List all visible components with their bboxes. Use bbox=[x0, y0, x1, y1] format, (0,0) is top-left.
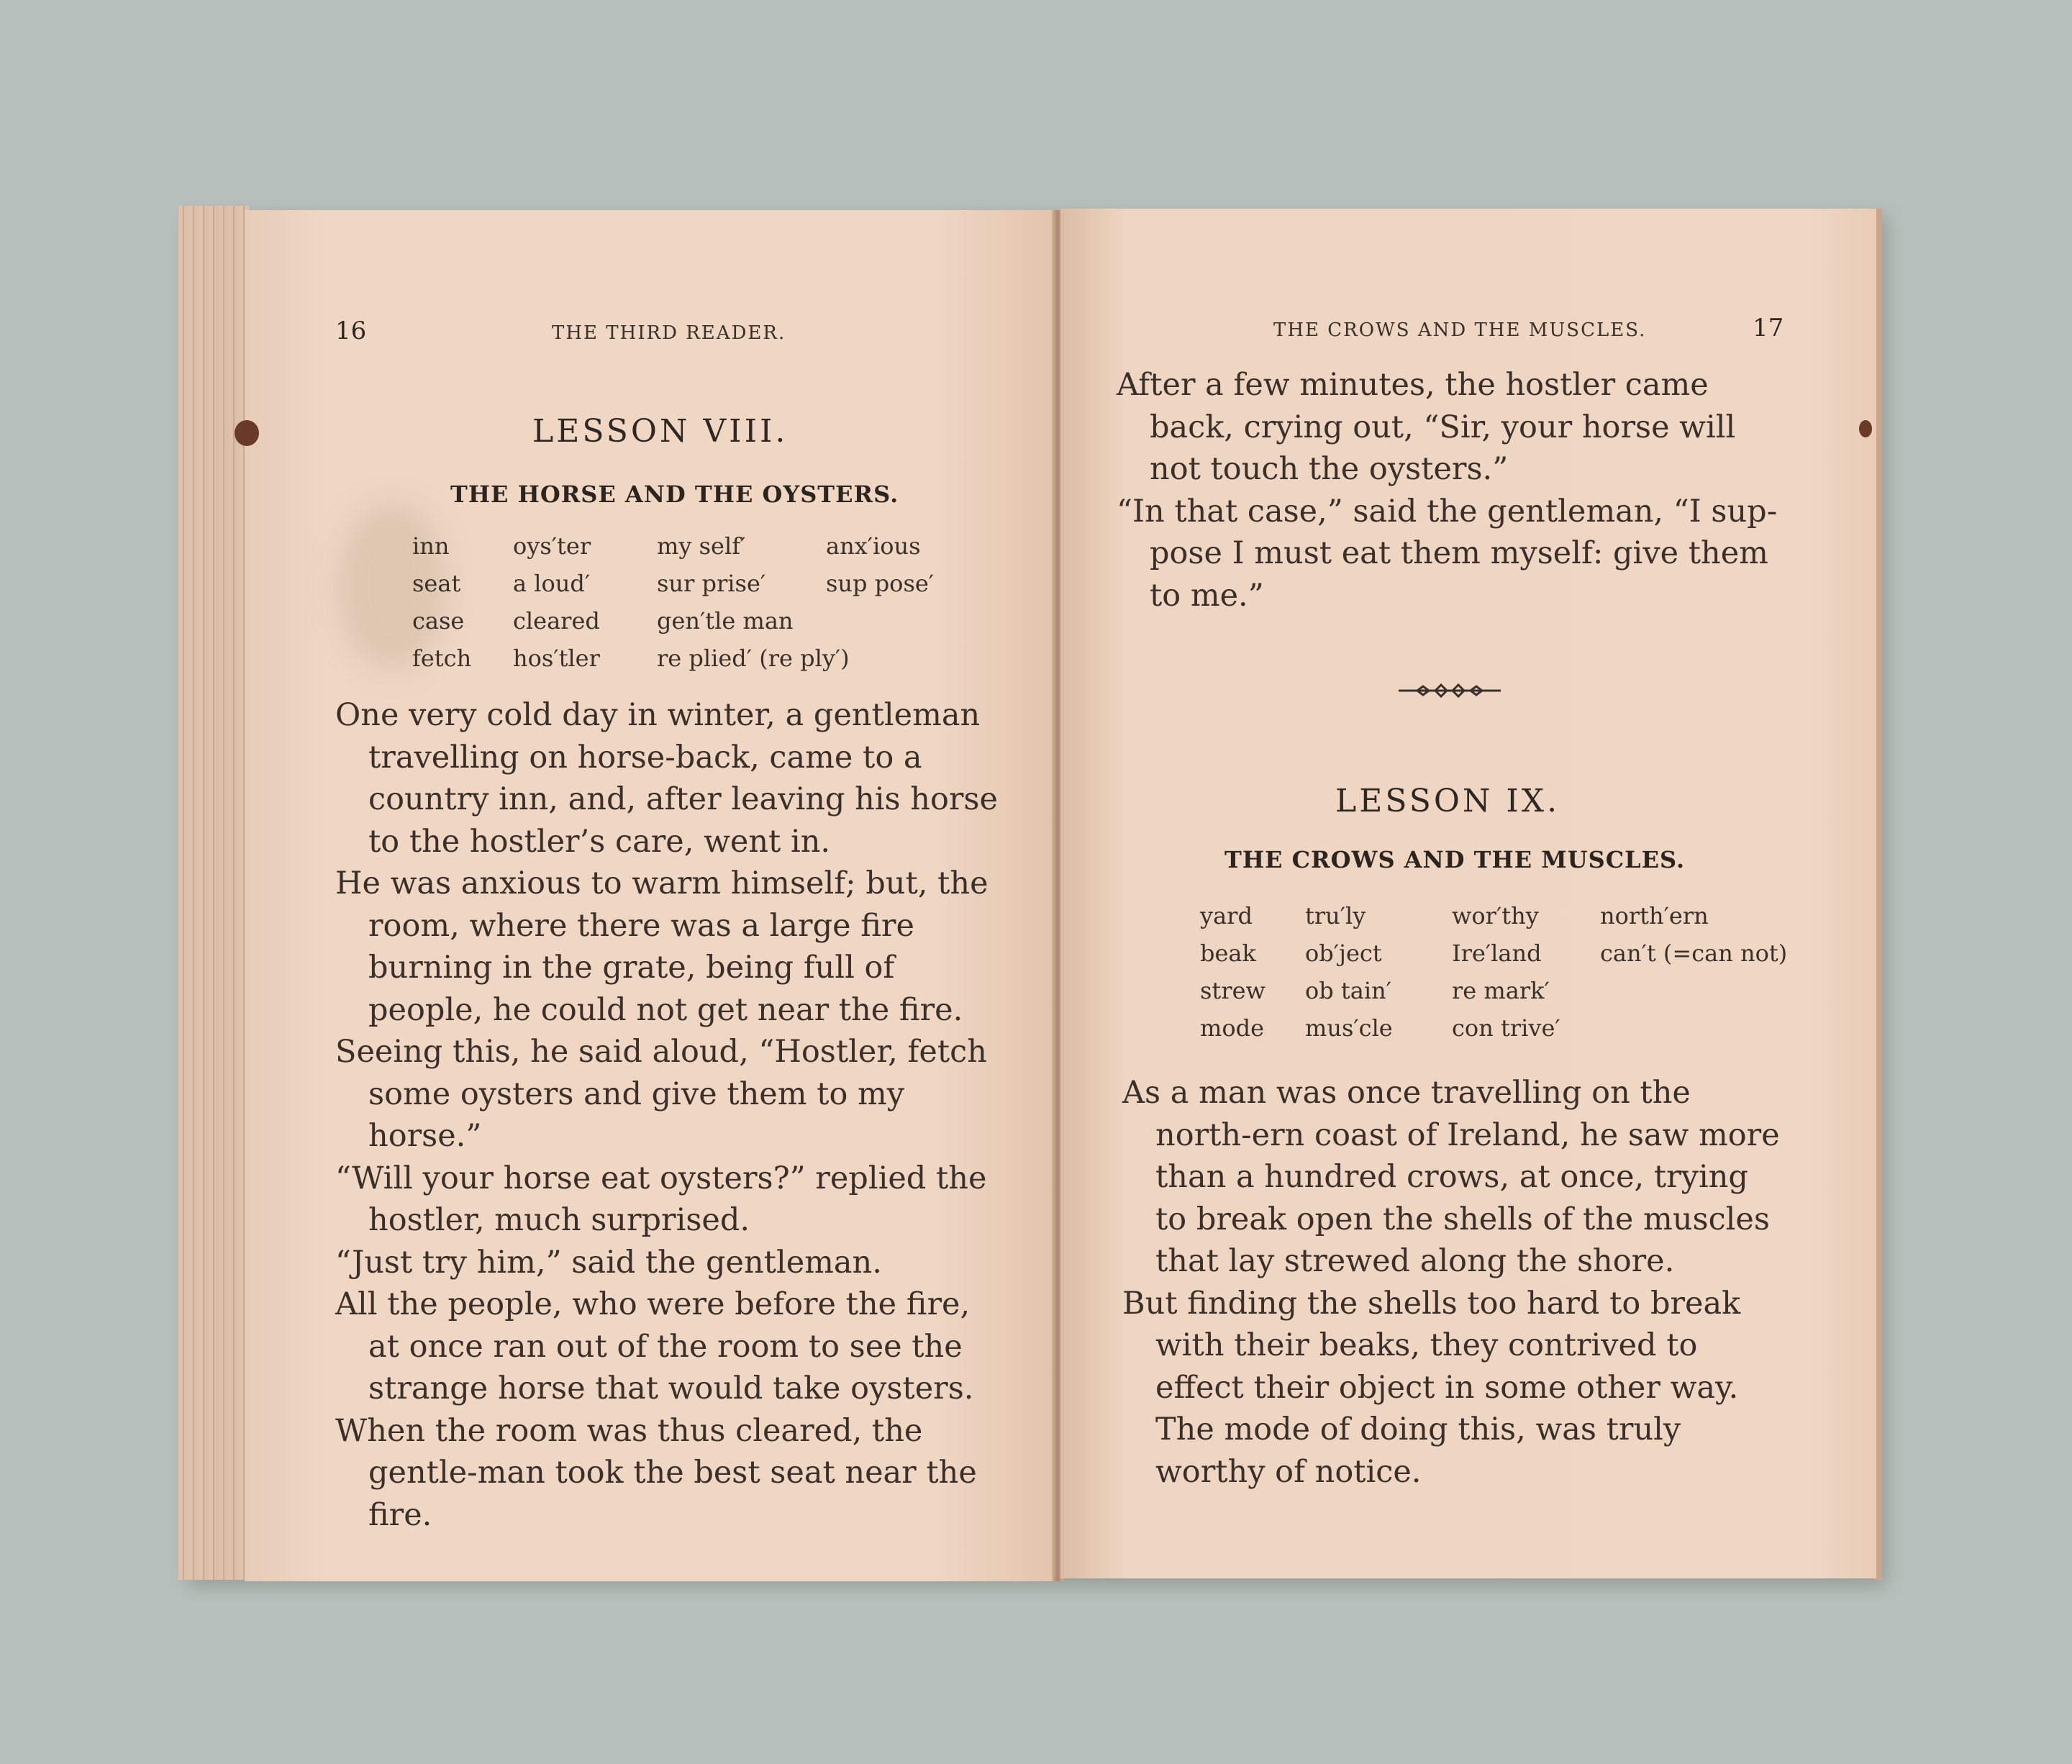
vocabulary-word: yard bbox=[1200, 902, 1253, 929]
paragraph: One very cold day in winter, a gentleman travelling on horse-back, came to a country inn, and, after leaving his horse to the hostler’s care, went in. bbox=[335, 697, 998, 860]
vocabulary-row bbox=[1200, 940, 1848, 976]
paragraph: “Will your horse eat oysters?” replied the hostler, much surprised. bbox=[335, 1160, 987, 1238]
vocabulary-row bbox=[1200, 977, 1848, 1013]
paragraph: “Just try him,” said the gentleman. bbox=[335, 1244, 882, 1281]
vocabulary-word: cleared bbox=[513, 607, 600, 635]
body-text-right-bottom bbox=[1122, 1072, 1784, 1493]
page-number-left: 16 bbox=[335, 317, 367, 345]
body-text-left bbox=[335, 694, 1004, 1536]
running-head-left: THE THIRD READER. bbox=[552, 322, 786, 344]
vocabulary-row bbox=[412, 645, 1060, 681]
paragraph: As a man was once travelling on the north-ern coast of Ireland, he saw more than a hundred crows, at once, trying to break open the shells of the muscles that lay strewed along the shore. bbox=[1122, 1075, 1780, 1279]
stain-spot bbox=[1859, 420, 1872, 437]
vocabulary-word: strew bbox=[1200, 977, 1266, 1004]
vocabulary-word: con trive′ bbox=[1452, 1014, 1560, 1042]
paragraph: But finding the shells too hard to break with their beaks, they contrived to effect their object in some other way. The mode of doing this, was truly worthy of notice. bbox=[1122, 1285, 1741, 1490]
vocabulary-word: seat bbox=[412, 570, 461, 597]
paragraph: “In that case,” said the gentleman, “I sup-pose I must eat them myself: give them to me.” bbox=[1117, 493, 1778, 614]
body-text-right-top bbox=[1117, 364, 1778, 617]
vocabulary-word: sur prise′ bbox=[657, 570, 766, 597]
paragraph: Seeing this, he said aloud, “Hostler, fetch some oysters and give them to my horse.” bbox=[335, 1034, 987, 1154]
vocabulary-word: oys′ter bbox=[513, 532, 591, 560]
paragraph: When the room was thus cleared, the gentle-man took the best seat near the fire. bbox=[335, 1412, 977, 1533]
vocabulary-row bbox=[412, 532, 1060, 568]
vocabulary-row bbox=[412, 607, 1060, 643]
vocabulary-word: re plied′ (re ply′) bbox=[657, 645, 850, 672]
vocabulary-word: wor′thy bbox=[1452, 902, 1539, 929]
vocabulary-word: ob tain′ bbox=[1305, 977, 1391, 1004]
lesson-subtitle-left: THE HORSE AND THE OYSTERS. bbox=[450, 481, 899, 508]
vocabulary-word: Ire′land bbox=[1452, 940, 1542, 967]
vocabulary-word: gen′tle man bbox=[657, 607, 794, 635]
vocabulary-row bbox=[1200, 1014, 1848, 1050]
running-head-right: THE CROWS AND THE MUSCLES. bbox=[1273, 319, 1647, 341]
paragraph: After a few minutes, the hostler came back, crying out, “Sir, your horse will not touch the oysters.” bbox=[1117, 367, 1736, 487]
vocabulary-word: re mark′ bbox=[1452, 977, 1550, 1004]
vocabulary-word: tru′ly bbox=[1305, 902, 1366, 929]
vocabulary-row bbox=[1200, 902, 1848, 938]
vocabulary-word: north′ern bbox=[1600, 902, 1709, 929]
page-number-right: 17 bbox=[1753, 314, 1784, 342]
page-edges-left bbox=[178, 206, 249, 1580]
vocabulary-word: hos′tler bbox=[513, 645, 600, 672]
vocabulary-word: anx′ious bbox=[826, 532, 921, 560]
vocabulary-word: a loud′ bbox=[513, 570, 591, 597]
vocabulary-word: ob′ject bbox=[1305, 940, 1382, 967]
vocabulary-word: can′t (=can not) bbox=[1600, 940, 1788, 967]
lesson-title-left: LESSON VIII. bbox=[532, 413, 789, 450]
ornament-divider bbox=[1396, 682, 1504, 699]
lesson-subtitle-right: THE CROWS AND THE MUSCLES. bbox=[1224, 846, 1686, 873]
paragraph: All the people, who were before the fire, at once ran out of the room to see the strange horse that would take oysters. bbox=[335, 1286, 974, 1406]
stain-spot bbox=[235, 420, 259, 446]
vocabulary-word: case bbox=[412, 607, 465, 635]
vocabulary-word: mus′cle bbox=[1305, 1014, 1393, 1042]
vocabulary-word: sup pose′ bbox=[826, 570, 935, 597]
lesson-title-right: LESSON IX. bbox=[1335, 783, 1560, 819]
vocabulary-word: mode bbox=[1200, 1014, 1265, 1042]
vocabulary-word: inn bbox=[412, 532, 450, 560]
vocabulary-word: beak bbox=[1200, 940, 1256, 967]
paragraph: He was anxious to warm himself; but, the room, where there was a large fire burning in the grate, being full of people, he could not get near the fire. bbox=[335, 865, 989, 1028]
vocabulary-row bbox=[412, 570, 1060, 606]
vocabulary-word: my self′ bbox=[657, 532, 746, 560]
vocabulary-word: fetch bbox=[412, 645, 472, 672]
